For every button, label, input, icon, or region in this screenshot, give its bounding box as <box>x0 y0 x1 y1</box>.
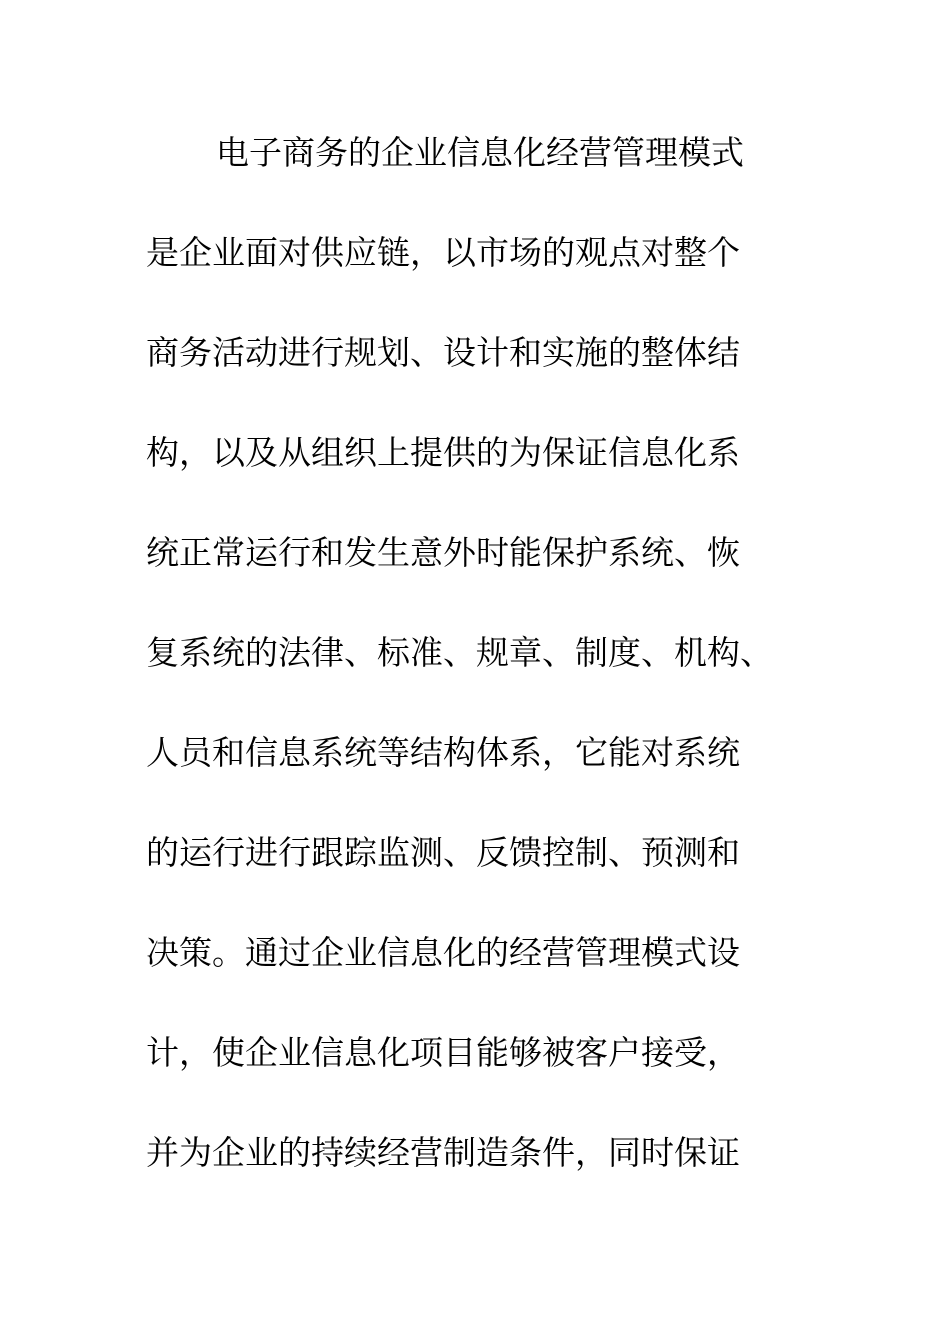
paragraph-line-2: 是企业面对供应链，以市场的观点对整个 <box>146 233 740 272</box>
paragraph-line-11: 并为企业的持续经营制造条件，同时保证 <box>146 1133 740 1172</box>
paragraph-line-6: 复系统的法律、标准、规章、制度、机构、 <box>146 633 773 672</box>
paragraph-line-5: 统正常运行和发生意外时能保护系统、恢 <box>146 533 740 572</box>
paragraph-line-8: 的运行进行跟踪监测、反馈控制、预测和 <box>146 833 740 872</box>
paragraph-line-10: 计，使企业信息化项目能够被客户接受， <box>146 1033 740 1072</box>
paragraph-line-9: 决策。通过企业信息化的经营管理模式设 <box>146 933 740 972</box>
paragraph-line-1: 电子商务的企业信息化经营管理模式 <box>216 133 744 172</box>
paragraph-line-4: 构，以及从组织上提供的为保证信息化系 <box>146 433 740 472</box>
paragraph-line-7: 人员和信息系统等结构体系，它能对系统 <box>146 733 740 772</box>
paragraph-line-3: 商务活动进行规划、设计和实施的整体结 <box>146 333 740 372</box>
